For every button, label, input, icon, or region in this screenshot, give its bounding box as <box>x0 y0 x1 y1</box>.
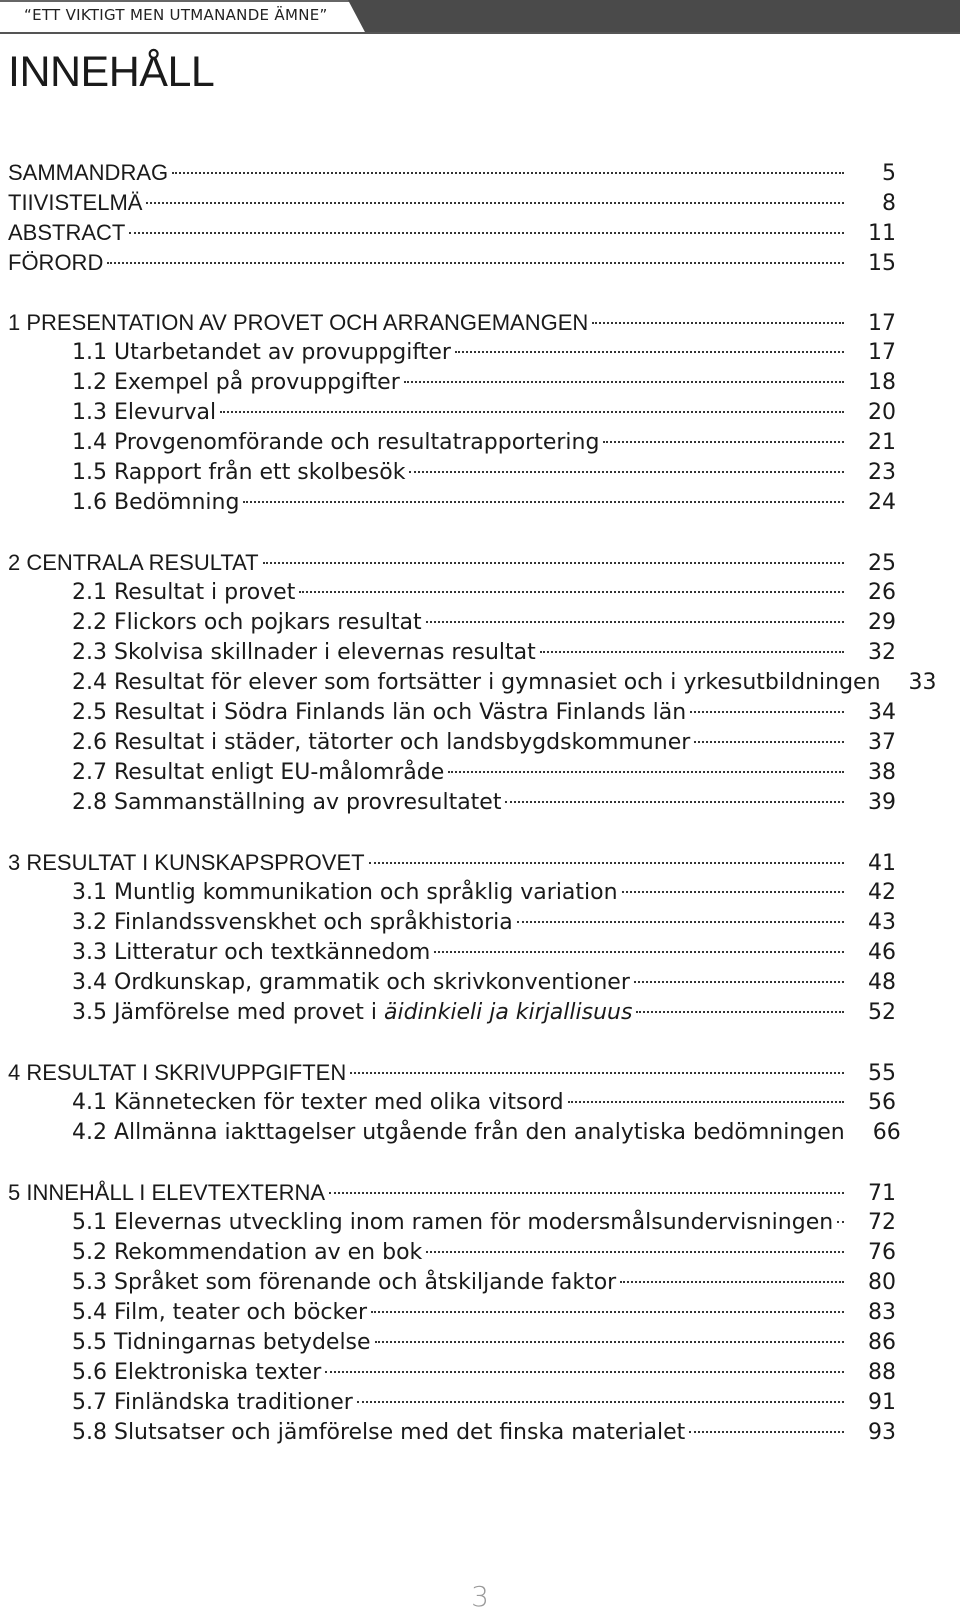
toc-leader-dots <box>620 1281 844 1283</box>
toc-leader-dots <box>325 1371 844 1373</box>
toc-leader-dots <box>129 232 844 234</box>
toc-subentry[interactable] <box>8 1418 896 1448</box>
toc-entry-page: 25 <box>868 551 896 576</box>
toc-section <box>8 158 896 278</box>
toc-subentry[interactable] <box>8 788 896 818</box>
running-header <box>0 0 960 34</box>
toc-subentry[interactable] <box>8 368 896 398</box>
toc-entry-page: 46 <box>868 940 896 965</box>
page-title: INNEHÅLL <box>8 48 215 96</box>
toc-entry-label: 5.4 Film, teater och böcker <box>72 1300 368 1325</box>
toc-leader-dots <box>603 441 844 443</box>
toc-entry-page: 39 <box>868 790 896 815</box>
toc-leader-dots <box>409 471 844 473</box>
toc-entry-page: 29 <box>868 610 896 635</box>
toc-entry-page: 33 <box>908 670 937 695</box>
toc-entry-page: 41 <box>868 851 896 876</box>
toc-entry-label: 1.1 Utarbetandet av provuppgifter <box>72 340 451 365</box>
toc-entry-page: 66 <box>872 1120 901 1145</box>
toc-subentry[interactable] <box>8 1328 896 1358</box>
toc-subentry[interactable] <box>8 938 896 968</box>
toc-entry-label: 2.4 Resultat för elever som fortsätter i gymnasiet och i yrkesutbildningen <box>72 670 881 695</box>
toc-entry-page: 80 <box>868 1270 896 1295</box>
toc-leader-dots <box>592 322 844 324</box>
toc-entry-page: 43 <box>868 910 896 935</box>
toc-entry-page: 71 <box>868 1181 896 1206</box>
toc-entry-label: 5.5 Tidningarnas betydelse <box>72 1330 371 1355</box>
toc-entry-label: 3.3 Litteratur och textkännedom <box>72 940 431 965</box>
toc-entry-page: 42 <box>868 880 896 905</box>
toc-subentry[interactable] <box>8 488 896 518</box>
toc-entry-label: 5 INNEHÅLL I ELEVTEXTERNA <box>8 1180 326 1205</box>
toc-entry-label: SAMMANDRAG <box>8 160 169 185</box>
toc-leader-dots <box>220 411 844 413</box>
page-number: 3 <box>471 1580 489 1613</box>
toc-entry-label: 3.1 Muntlig kommunikation och språklig variation <box>72 880 618 905</box>
toc-leader-dots <box>694 741 844 743</box>
toc-subentry[interactable] <box>8 578 896 608</box>
toc-entry-page: 86 <box>868 1330 896 1355</box>
toc-leader-dots <box>634 981 844 983</box>
toc-entry-page: 21 <box>868 430 896 455</box>
toc-subentry[interactable] <box>8 968 896 998</box>
toc-subentry[interactable] <box>8 428 896 458</box>
toc-entry-label: 4.1 Kännetecken för texter med olika vitsord <box>72 1090 564 1115</box>
toc-entry-page: 24 <box>868 490 896 515</box>
toc-leader-dots <box>329 1192 844 1194</box>
toc-leader-dots <box>426 1251 844 1253</box>
toc-subentry[interactable] <box>8 1268 896 1298</box>
toc-subentry[interactable] <box>8 398 896 428</box>
toc-entry-label: 2.5 Resultat i Södra Finlands län och Västra Finlands län <box>72 700 687 725</box>
toc-entry-label: 5.3 Språket som förenande och åtskiljande faktor <box>72 1270 617 1295</box>
toc-entry-label: 2.1 Resultat i provet <box>72 580 296 605</box>
toc-entry-label: 1.5 Rapport från ett skolbesök <box>72 460 406 485</box>
toc-subentry[interactable] <box>8 1088 896 1118</box>
toc-subentry[interactable] <box>8 758 896 788</box>
table-of-contents <box>8 158 937 1478</box>
toc-leader-dots <box>426 621 844 623</box>
toc-leader-dots <box>369 862 844 864</box>
toc-entry-page: 88 <box>868 1360 896 1385</box>
toc-entry-label: 1.4 Provgenomförande och resultatrapportering <box>72 430 600 455</box>
toc-subentry[interactable] <box>8 698 896 728</box>
toc-entry-page: 15 <box>868 251 896 276</box>
toc-subentry[interactable] <box>8 458 896 488</box>
toc-leader-dots <box>357 1401 844 1403</box>
toc-entry-label: 1.6 Bedömning <box>72 490 240 515</box>
toc-subentry[interactable] <box>8 608 896 638</box>
toc-entry-page: 32 <box>868 640 896 665</box>
header-bottom-rule <box>0 32 960 34</box>
toc-leader-dots <box>350 1072 844 1074</box>
toc-entry-label: 4.2 Allmänna iakttagelser utgående från den analytiska bedömningen <box>72 1120 845 1145</box>
toc-leader-dots <box>434 951 844 953</box>
header-block-notch <box>348 0 366 34</box>
toc-entry-label: 5.1 Elevernas utveckling inom ramen för modersmålsundervisningen <box>72 1210 834 1235</box>
toc-entry-label: 5.7 Finländska traditioner <box>72 1390 353 1415</box>
toc-subentry[interactable] <box>8 338 896 368</box>
toc-subentry[interactable] <box>8 1358 896 1388</box>
toc-entry-label: 2.6 Resultat i städer, tätorter och landsbygdskommuner <box>72 730 691 755</box>
toc-section <box>8 1178 896 1448</box>
toc-section <box>8 848 896 1028</box>
toc-entry-page: 8 <box>882 191 896 216</box>
toc-entry-page: 18 <box>868 370 896 395</box>
toc-entry[interactable] <box>8 188 896 218</box>
toc-entry-label: 4 RESULTAT I SKRIVUPPGIFTEN <box>8 1060 347 1085</box>
toc-entry-label: 2.3 Skolvisa skillnader i elevernas resultat <box>72 640 536 665</box>
toc-entry-page: 11 <box>868 221 896 246</box>
toc-subentry[interactable] <box>8 1208 896 1238</box>
toc-leader-dots <box>448 771 844 773</box>
toc-entry-page: 55 <box>868 1061 896 1086</box>
toc-entry-label: 2.2 Flickors och pojkars resultat <box>72 610 422 635</box>
toc-entry-page: 52 <box>868 1000 896 1025</box>
toc-leader-dots <box>146 202 844 204</box>
toc-subentry[interactable] <box>8 668 937 698</box>
toc-entry-page: 37 <box>868 730 896 755</box>
toc-entry-label: 3.2 Finlandssvenskhet och språkhistoria <box>72 910 513 935</box>
toc-entry-label: 3.5 Jämförelse med provet i äidinkieli ja kirjallisuus <box>72 1000 633 1025</box>
toc-entry[interactable] <box>8 308 896 338</box>
toc-entry-label: 5.6 Elektroniska texter <box>72 1360 322 1385</box>
toc-leader-dots <box>690 711 844 713</box>
toc-entry-label: 3.4 Ordkunskap, grammatik och skrivkonventioner <box>72 970 630 995</box>
toc-entry-page: 23 <box>868 460 896 485</box>
toc-section <box>8 308 896 518</box>
toc-leader-dots <box>375 1341 844 1343</box>
toc-entry-page: 91 <box>868 1390 896 1415</box>
toc-leader-dots <box>107 262 844 264</box>
toc-entry-label: 2.8 Sammanställning av provresultatet <box>72 790 502 815</box>
toc-entry-label: 2.7 Resultat enligt EU-målområde <box>72 760 445 785</box>
toc-entry-label: FÖRORD <box>8 250 104 275</box>
toc-subentry[interactable] <box>8 1118 901 1148</box>
toc-leader-dots <box>636 1011 844 1013</box>
running-header-label: “ETT VIKTIGT MEN UTMANANDE ÄMNE” <box>24 6 328 24</box>
toc-subentry[interactable] <box>8 1238 896 1268</box>
toc-leader-dots <box>172 172 844 174</box>
toc-leader-dots <box>404 381 844 383</box>
toc-entry-label: ABSTRACT <box>8 220 126 245</box>
toc-entry-label: 5.8 Slutsatser och jämförelse med det finska materialet <box>72 1420 686 1445</box>
toc-entry-page: 34 <box>868 700 896 725</box>
toc-entry[interactable] <box>8 248 896 278</box>
toc-leader-dots <box>455 351 844 353</box>
toc-entry-label: 1 PRESENTATION AV PROVET OCH ARRANGEMANGEN <box>8 310 589 335</box>
toc-entry-page: 5 <box>882 161 896 186</box>
toc-subentry[interactable] <box>8 728 896 758</box>
toc-entry-page: 76 <box>868 1240 896 1265</box>
toc-entry-page: 17 <box>868 340 896 365</box>
toc-entry[interactable] <box>8 218 896 248</box>
toc-leader-dots <box>540 651 844 653</box>
toc-entry-label: 3 RESULTAT I KUNSKAPSPROVET <box>8 850 365 875</box>
toc-leader-dots <box>505 801 844 803</box>
toc-entry-page: 83 <box>868 1300 896 1325</box>
toc-entry-page: 17 <box>868 311 896 336</box>
toc-leader-dots <box>371 1311 844 1313</box>
toc-entry-label: 5.2 Rekommendation av en bok <box>72 1240 423 1265</box>
toc-section <box>8 1058 901 1148</box>
toc-leader-dots <box>689 1431 844 1433</box>
toc-leader-dots <box>622 891 844 893</box>
toc-entry-page: 38 <box>868 760 896 785</box>
toc-entry-page: 93 <box>868 1420 896 1445</box>
toc-subentry[interactable] <box>8 1388 896 1418</box>
toc-leader-dots <box>517 921 844 923</box>
toc-entry-label: TIIVISTELMÄ <box>8 190 143 215</box>
toc-subentry[interactable] <box>8 878 896 908</box>
toc-entry-page: 20 <box>868 400 896 425</box>
toc-entry-page: 48 <box>868 970 896 995</box>
toc-subentry[interactable] <box>8 998 896 1028</box>
toc-entry[interactable] <box>8 848 896 878</box>
toc-leader-dots <box>568 1101 844 1103</box>
toc-section <box>8 548 937 818</box>
toc-entry[interactable] <box>8 1058 896 1088</box>
toc-entry[interactable] <box>8 1178 896 1208</box>
toc-entry-label: 1.2 Exempel på provuppgifter <box>72 370 400 395</box>
toc-entry-page: 72 <box>868 1210 896 1235</box>
toc-entry-label: 2 CENTRALA RESULTAT <box>8 550 259 575</box>
toc-entry[interactable] <box>8 158 896 188</box>
toc-subentry[interactable] <box>8 1298 896 1328</box>
toc-leader-dots <box>263 562 844 564</box>
toc-entry[interactable] <box>8 548 896 578</box>
toc-subentry[interactable] <box>8 908 896 938</box>
toc-subentry[interactable] <box>8 638 896 668</box>
toc-leader-dots <box>837 1221 844 1223</box>
toc-entry-page: 26 <box>868 580 896 605</box>
toc-leader-dots <box>243 501 844 503</box>
header-dark-block <box>366 0 960 34</box>
toc-entry-page: 56 <box>868 1090 896 1115</box>
toc-leader-dots <box>299 591 844 593</box>
toc-entry-label: 1.3 Elevurval <box>72 400 217 425</box>
